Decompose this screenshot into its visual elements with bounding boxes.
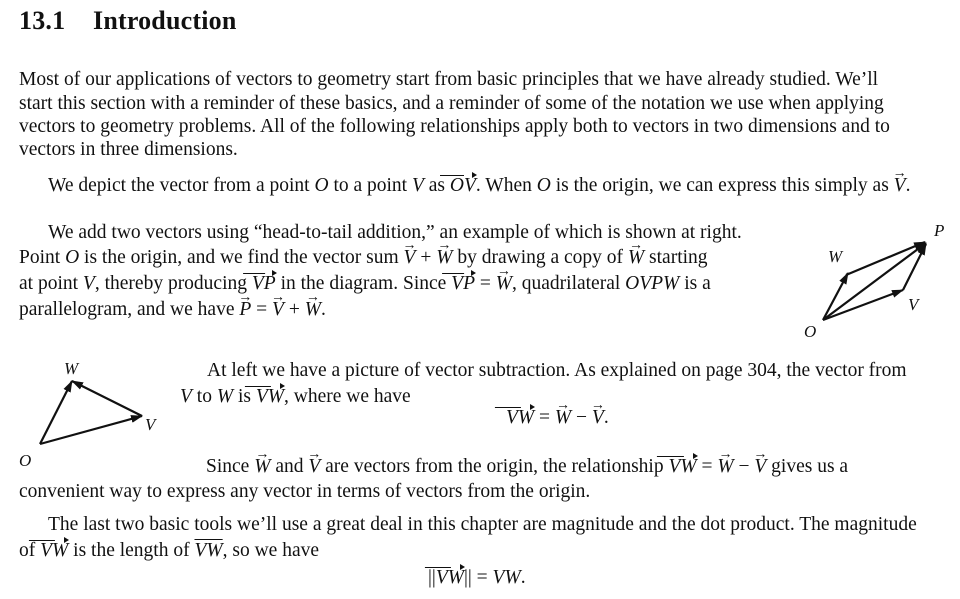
text: of: [19, 540, 41, 561]
text: starting: [644, 247, 708, 268]
equation-magnitude: [428, 567, 526, 589]
label-V: V: [908, 295, 919, 314]
text: −: [733, 456, 755, 477]
symbol-V: V: [180, 386, 192, 407]
vector-vw-arrow: [72, 381, 142, 416]
symbol-O: O: [314, 175, 329, 196]
text: at point: [19, 273, 83, 294]
paragraph-5-line-1: [206, 456, 848, 478]
section-number: 13.1: [19, 6, 66, 35]
vector-V: → V: [308, 456, 320, 478]
text: as: [423, 175, 450, 196]
label-P: P: [934, 221, 945, 240]
text: +: [283, 299, 305, 320]
text: .: [905, 175, 911, 196]
paragraph-3-line-4: [19, 299, 326, 321]
text: , quadrilateral: [512, 273, 626, 294]
equation-subtraction: [506, 407, 609, 429]
vector-VW: VW: [40, 540, 69, 561]
paragraph-3-line-1: We add two vectors using “head-to-tail addition,” an example of which is shown at right.: [48, 222, 742, 243]
vector-P: → P: [239, 299, 251, 321]
vector-VP: VP: [451, 273, 475, 294]
text: to a point: [328, 175, 412, 196]
paragraph-6-line-1: The last two basic tools we’ll use a great deal in this chapter are magnitude and the dot product. The magnitude: [48, 514, 917, 535]
vector-W: → W: [436, 247, 452, 269]
vector-W: → W: [628, 247, 644, 269]
section-heading: [19, 6, 237, 36]
text: is the origin, and we find the vector sum: [79, 247, 404, 268]
paragraph-1-line-4: vectors in three dimensions.: [19, 139, 238, 160]
norm-close: || =: [463, 567, 493, 588]
text: .: [320, 299, 326, 320]
segment-VW: $\overline{VW}$: [194, 540, 223, 561]
vector-V: → V: [754, 456, 766, 478]
text: , thereby producing: [94, 273, 252, 294]
minus-sign: −: [571, 407, 592, 428]
vector-v-arrow: [823, 290, 903, 320]
paragraph-3-line-3: [19, 273, 711, 295]
text: is the length of: [68, 540, 195, 561]
text: is: [233, 386, 256, 407]
text: by drawing a copy of: [452, 247, 628, 268]
vector-VP: VP: [251, 273, 276, 294]
text: Point: [19, 247, 66, 268]
paragraph-3-line-2: [19, 247, 708, 269]
paragraph-1-line-3: vectors to geometry problems. All of the following relationships apply both to vectors in two dimensions and to: [19, 116, 890, 137]
vector-W: → W: [496, 273, 512, 295]
vector-VW: VW: [506, 407, 535, 428]
vector-addition-diagram: [800, 220, 958, 344]
text: We depict the vector from a point: [48, 175, 315, 196]
label-W: W: [64, 359, 79, 378]
vector-VW: VW: [435, 567, 464, 588]
symbol-OVPW: OVPW: [625, 273, 680, 294]
text: parallelogram, and we have: [19, 299, 240, 320]
text: is the origin, we can express this simply as: [550, 175, 894, 196]
text: +: [415, 247, 437, 268]
text: =: [251, 299, 273, 320]
text: and: [270, 456, 309, 477]
paragraph-6-line-2: [19, 540, 319, 562]
text: =: [475, 273, 496, 294]
vector-OV: OV: [449, 175, 476, 196]
label-V: V: [145, 415, 156, 434]
paragraph-4-line-2: [180, 386, 411, 408]
text: to: [191, 386, 217, 407]
length-VW: VW: [492, 567, 521, 588]
vector-V: → V: [592, 407, 604, 429]
paragraph-5-line-2: convenient way to express any vector in terms of vectors from the origin.: [19, 481, 591, 502]
paragraph-2: [48, 175, 910, 197]
vector-V: → V: [894, 175, 906, 197]
text: . When: [475, 175, 537, 196]
paragraph-1-line-2: start this section with a reminder of these basics, and a reminder of some of the notation we use when applying: [19, 93, 884, 114]
vector-W: → W: [555, 407, 571, 429]
text: =: [696, 456, 718, 477]
text: gives us a: [766, 456, 849, 477]
vector-subtraction-diagram: [14, 356, 174, 471]
text: is a: [679, 273, 711, 294]
vector-V: → V: [404, 247, 416, 269]
symbol-O: O: [536, 175, 551, 196]
paragraph-1-line-1: Most of our applications of vectors to geometry start from basic principles that we have already studied. We’ll: [19, 69, 879, 90]
vector-VW: VW: [668, 456, 697, 477]
text: , so we have: [222, 540, 320, 561]
vector-W: → W: [717, 456, 733, 478]
vector-W: → W: [305, 299, 321, 321]
vector-w-arrow: [40, 381, 72, 444]
text: in the diagram. Since: [275, 273, 452, 294]
vector-V: → V: [272, 299, 284, 321]
equals-sign: =: [534, 407, 555, 428]
text: .: [520, 567, 526, 588]
text: are vectors from the origin, the relationship: [320, 456, 669, 477]
norm-open: ||: [428, 567, 436, 588]
vector-v-arrow: [40, 416, 142, 444]
symbol-V: V: [411, 175, 424, 196]
symbol-O: O: [65, 247, 80, 268]
symbol-V: V: [82, 273, 95, 294]
paragraph-4-line-1: At left we have a picture of vector subtraction. As explained on page 304, the vector from: [207, 360, 907, 381]
text: Since: [206, 456, 255, 477]
text: , where we have: [284, 386, 411, 407]
label-O: O: [804, 322, 817, 341]
section-title: Introduction: [93, 6, 237, 35]
label-O: O: [19, 451, 32, 470]
vector-W: → W: [254, 456, 270, 478]
text: .: [603, 407, 609, 428]
vector-VW: VW: [255, 386, 285, 407]
label-W: W: [828, 247, 843, 266]
symbol-W: W: [216, 386, 234, 407]
